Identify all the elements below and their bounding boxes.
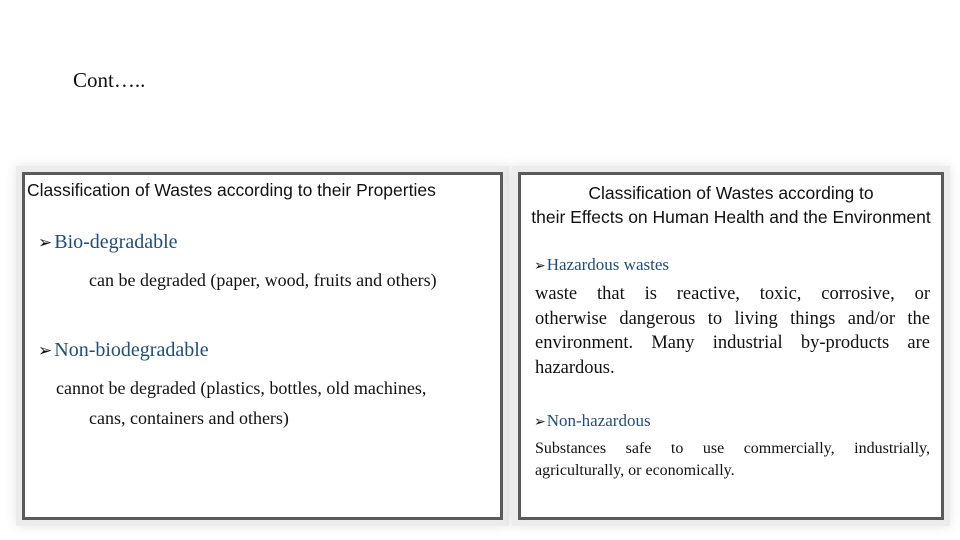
biodegradable-label: Bio-degradable	[54, 231, 178, 253]
non-biodegradable-label: Non-biodegradable	[54, 339, 209, 361]
hazardous-description-line: environment. Many industrial by-products are	[535, 333, 930, 353]
panel-title-line: Classification of Wastes according to	[588, 183, 874, 203]
hazardous-description-line: hazardous.	[535, 357, 615, 378]
arrow-bullet-icon: ➢	[38, 341, 53, 361]
arrow-bullet-icon: ➢	[534, 414, 546, 430]
non-hazardous-description-line: Substances safe to use commercially, industrially,	[535, 440, 930, 457]
non-hazardous-label: Non-hazardous	[546, 411, 651, 430]
hazardous-description-line: waste that is reactive, toxic, corrosive, or	[535, 284, 930, 304]
arrow-bullet-icon: ➢	[38, 233, 53, 253]
hazardous-label: Hazardous wastes	[546, 255, 669, 274]
non-biodegradable-description-line: cans, containers and others)	[89, 408, 289, 428]
hazardous-heading	[534, 255, 669, 275]
slide-heading: Cont…..	[73, 68, 146, 92]
properties-classification-panel	[22, 172, 503, 520]
arrow-bullet-icon: ➢	[534, 258, 546, 274]
biodegradable-description: can be degraded (paper, wood, fruits and others)	[89, 270, 437, 290]
panel-title-line: their Effects on Human Health and the Environment	[531, 207, 931, 227]
panel-title	[521, 181, 941, 229]
non-hazardous-heading	[534, 411, 651, 431]
non-biodegradable-description-line: cannot be degraded (plastics, bottles, old machines,	[56, 378, 427, 398]
non-hazardous-description-line: agriculturally, or economically.	[535, 462, 735, 479]
hazardous-description-line: otherwise dangerous to living things and/or the	[535, 308, 930, 329]
non-biodegradable-heading	[38, 339, 209, 362]
biodegradable-heading	[38, 231, 178, 254]
health-effects-classification-panel	[518, 172, 944, 520]
non-hazardous-description	[535, 438, 930, 482]
panel-title: Classification of Wastes according to their Properties	[27, 180, 436, 200]
hazardous-description	[535, 282, 930, 380]
